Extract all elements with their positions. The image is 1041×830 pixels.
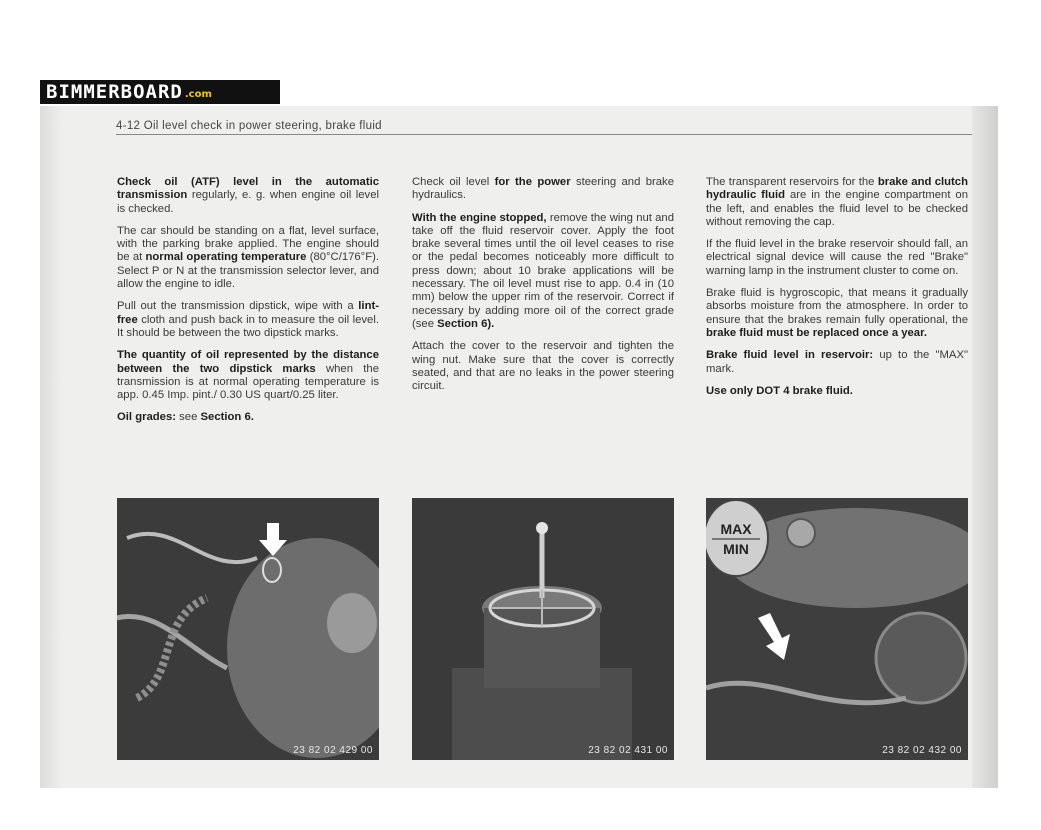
body-text: up to the "MAX" mark.: [706, 349, 968, 375]
body-text: steering and brake hydraulics.: [412, 176, 674, 202]
column-transmission: [117, 176, 379, 434]
photo-caption: 23 82 02 431 00: [588, 745, 668, 756]
logo-tld: .com: [184, 88, 212, 100]
bold-text: Brake fluid level in reservoir:: [706, 349, 874, 362]
photo-illustration: [117, 498, 379, 760]
body-text: Pull out the transmission dipstick, wipe with a: [117, 300, 359, 313]
site-logo: [40, 80, 280, 104]
body-text: (80°C/176°F). Select P or N at the transmission selector lever, and allow the engine to idle.: [117, 251, 380, 291]
manual-page: [40, 106, 998, 788]
body-text: regularly, e. g. when engine oil level is checked.: [117, 189, 379, 215]
bold-text: Section 6).: [437, 317, 495, 330]
paragraph: [117, 300, 379, 340]
bold-text: Check oil (ATF) level in the automatic transmission: [117, 176, 379, 202]
logo-wordmark: BIMMERBOARD: [46, 80, 183, 103]
body-text: Check oil level: [412, 176, 495, 188]
paragraph: [412, 176, 674, 203]
bold-text: brake fluid must be replaced once a year.: [706, 326, 928, 339]
paragraph: [412, 212, 674, 332]
body-text: Attach the cover to the reservoir and tighten the wing nut. Make sure that the cover is correctly seated, and that are no leaks in the power steering circuit.: [412, 340, 674, 393]
bold-text: lint-free: [117, 300, 379, 326]
paragraph: [706, 349, 968, 376]
page-edge: [40, 106, 62, 788]
column-brake-fluid: [706, 176, 968, 407]
paragraph: [117, 349, 379, 402]
photo-illustration: [412, 498, 674, 760]
body-text: The car should be standing on a flat, level surface, with the parking brake applied. The engine should be at: [117, 224, 379, 264]
body-text: see: [176, 411, 201, 424]
body-text: If the fluid level in the brake reservoir should fall, an electrical signal device will cause the red "Brake" warning lamp in the instrument cluster to come on.: [706, 238, 968, 277]
body-text: when the transmission is at normal operating temperature is app. 0.45 Imp. pint./ 0.30 US quart/0.25 liter.: [117, 362, 379, 402]
photo-power-steering-reservoir: [412, 498, 674, 760]
bold-text: Section 6.: [200, 411, 254, 424]
body-text: cloth and push back in to measure the oil level. It should be between the two dipstick marks.: [117, 313, 379, 339]
bold-text: Use only DOT 4 brake fluid.: [706, 384, 853, 397]
paragraph: [412, 340, 674, 393]
paragraph: [706, 385, 968, 398]
photo-caption: 23 82 02 429 00: [293, 745, 373, 756]
paragraph: [117, 176, 379, 216]
column-power-steering: [412, 176, 674, 402]
bold-text: brake and clutch hydraulic fluid: [706, 176, 968, 202]
paragraph: [706, 238, 968, 278]
paragraph: [706, 176, 968, 229]
max-min-label-disc: [706, 500, 768, 576]
photo-illustration: [706, 498, 968, 760]
photo-transmission-dipstick: [117, 498, 379, 760]
paragraph: [706, 287, 968, 340]
bold-text: Oil grades:: [117, 411, 177, 424]
body-text: Brake fluid is hygroscopic, that means it gradually absorbs moisture from the atmosphere. In order to ensure that the brakes remain fully operational, the: [706, 287, 968, 326]
bold-text: for the power: [494, 176, 571, 188]
paragraph: [117, 225, 379, 291]
max-mark-label: MAX: [720, 521, 752, 537]
photo-caption: 23 82 02 432 00: [882, 745, 962, 756]
paragraph: [117, 411, 379, 424]
body-text: are in the engine compartment on the left, and enables the fluid level to be checked without removing the cap.: [706, 189, 969, 228]
bold-text: The quantity of oil represented by the distance between the two dipstick marks: [117, 349, 379, 375]
min-mark-label: MIN: [723, 541, 749, 557]
photo-brake-fluid-reservoir: [706, 498, 968, 760]
bold-text: normal operating temperature: [145, 251, 307, 264]
body-text: The transparent reservoirs for the: [706, 176, 878, 188]
page-spine: [972, 106, 998, 788]
body-text: remove the wing nut and take off the fluid reservoir cover. Apply the foot brake several times until the oil level ceases to rise or the pedal becomes noticeably more difficult to press down; about 10 brake applications will be necessary. The oil level must rise to app. 0.4 in (10 mm) below the upper rim of the reservoir. Correct if necessary by adding more oil of the correct grade (see: [412, 211, 675, 330]
bold-text: With the engine stopped,: [412, 211, 547, 224]
header-rule: [116, 134, 972, 135]
page-header: 4-12 Oil level check in power steering, brake fluid: [116, 120, 382, 132]
